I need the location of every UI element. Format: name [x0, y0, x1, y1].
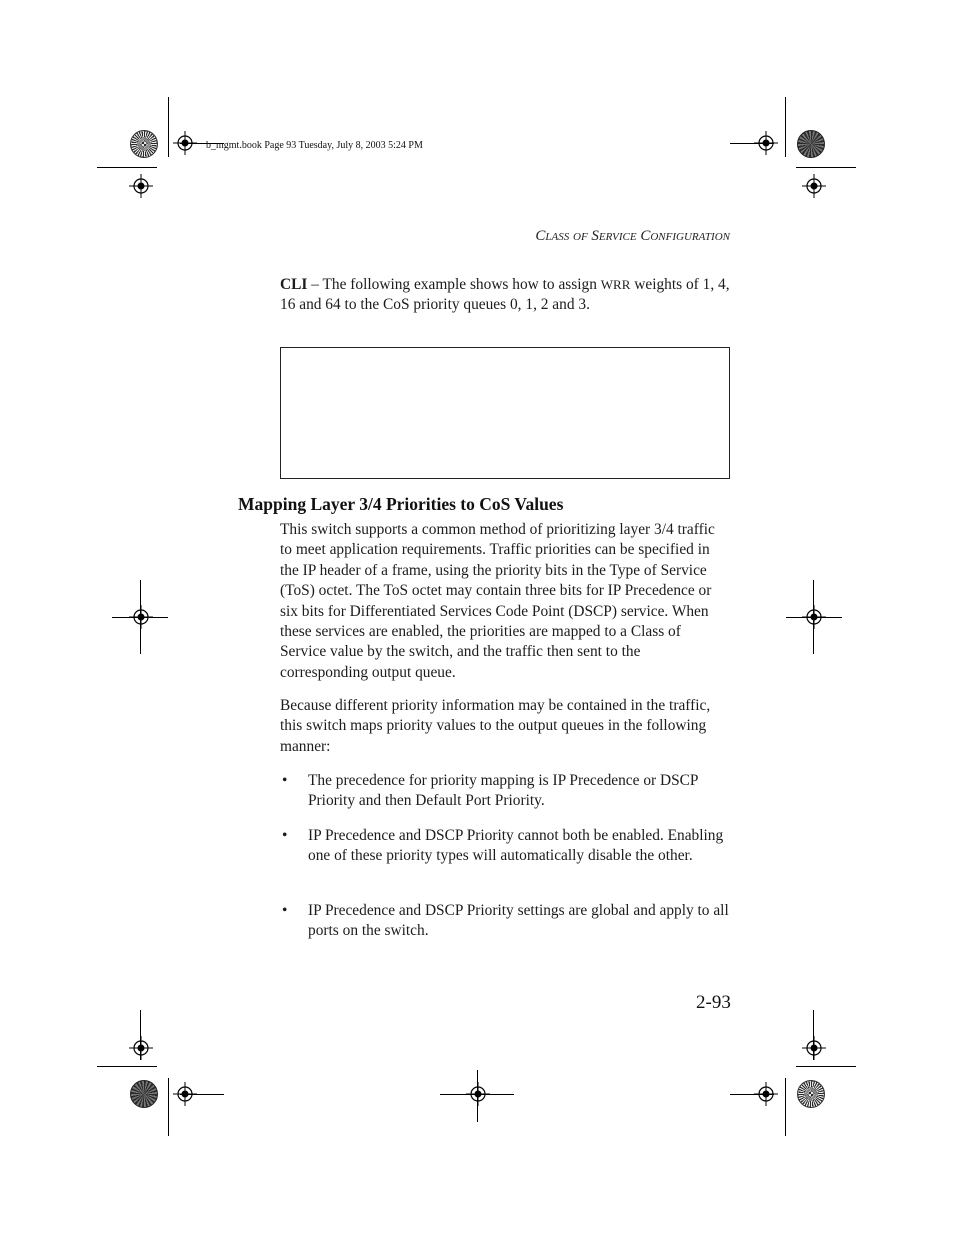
bullet-marker: • [282, 902, 288, 919]
cli-text-end: weights of 1, 4, 16 and 64 to the CoS priority queues 0, 1, 2 and 3. [280, 276, 730, 314]
registration-mark-icon [802, 1036, 826, 1060]
body-paragraph: Because different priority information may be contained in the traffic, this switch maps priority values to the output queues in the following manner: [280, 697, 711, 755]
wrr-abbrev: WRR [600, 277, 631, 292]
cli-text: – The following example shows how to assign [307, 276, 601, 293]
running-head: Class of Service Configuration [535, 228, 730, 244]
printer-rosette-icon [797, 1080, 825, 1108]
list-item-text: The precedence for priority mapping is IP Precedence or DSCP Priority and then Default Port Priority. [308, 772, 698, 810]
page-number: 2-93 [696, 992, 731, 1013]
bullet-marker: • [282, 772, 288, 789]
print-slug: b_mgmt.book Page 93 Tuesday, July 8, 2003 5:24 PM [206, 140, 423, 151]
printer-rosette-icon [130, 1080, 158, 1108]
section-heading: Mapping Layer 3/4 Priorities to CoS Values [238, 494, 564, 514]
registration-mark-icon [129, 1036, 153, 1060]
body-paragraph: This switch supports a common method of prioritizing layer 3/4 traffic to meet application requirements. Traffic priorities can be specified in the IP header of a frame, using the priority bits in the Type of Service (ToS) octet. The ToS octet may contain three bits for IP Precedence or six bits for Differentiated Services Code Point (DSCP) service. When these services are enabled, the priorities are mapped to a Class of Service value by the switch, and the traffic then sent to the corresponding output queue. [280, 521, 715, 681]
cli-label: CLI [280, 276, 308, 293]
printer-rosette-icon [130, 130, 158, 158]
cli-example-box [280, 347, 730, 479]
list-item-text: IP Precedence and DSCP Priority cannot both be enabled. Enabling one of these priority types will automatically disable the other. [308, 827, 724, 865]
registration-mark-icon [802, 174, 826, 198]
printer-rosette-icon [797, 130, 825, 158]
bullet-marker: • [282, 827, 288, 844]
cli-paragraph [280, 275, 730, 316]
registration-mark-icon [129, 174, 153, 198]
list-item-text: IP Precedence and DSCP Priority settings are global and apply to all ports on the switch. [308, 902, 729, 940]
